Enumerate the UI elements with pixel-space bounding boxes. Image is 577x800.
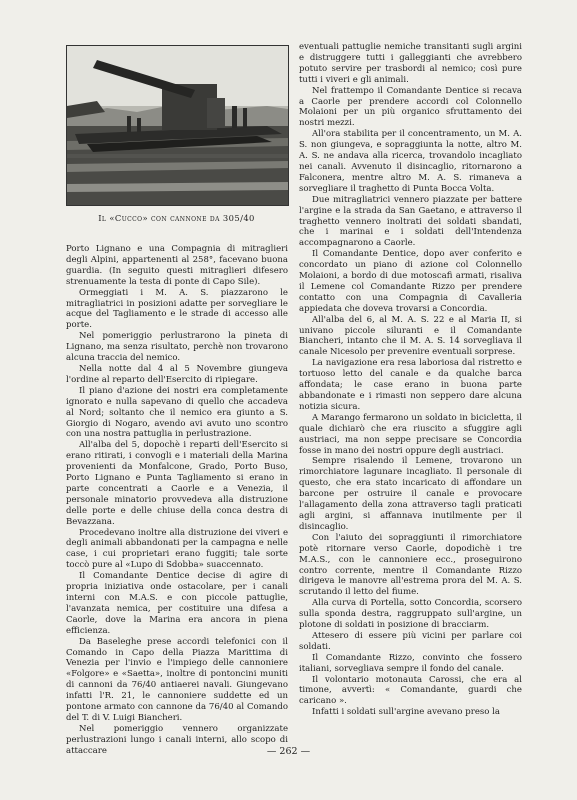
paragraph: All'alba del 6, al M. A. S. 22 e al Maria II, si univano piccole siluranti e il Comandante Biancheri, intanto che il M. A. S. 14 sorvegliava il canale Nicesolo per prevenire eventuali sorprese. (299, 314, 522, 358)
paragraph: Ormeggiati i M. A. S. piazzarono le mitragliatrici in posizioni adatte per sorvegliare le acque del Tagliamento e le strade di accesso alle porte. (66, 287, 288, 331)
left-text-column (66, 244, 288, 757)
paragraph: A Marango fermarono un soldato in bicicletta, il quale dichiarò che era riuscito a sfuggire agli austriaci, ma non seppe precisare se Concordia fosse in mano dei nostri oppure degli austriaci. (299, 412, 522, 456)
paragraph: Due mitragliatrici vennero piazzate per battere l'argine e la strada da San Gaetano, e attraverso il traghetto vennero inoltrati dei soldati sbandati, che i marinai e i soldati dell'Intendenza accompagnarono a Caorle. (299, 194, 522, 249)
paragraph: Con l'aiuto dei sopraggiunti il rimorchiatore potè ritornare verso Caorle, dopodichè i tre M.A.S., con le cannoniere ecc., proseguirono contro corrente, mentre il Comandante Rizzo dirigeva le manovre all'estrema prora del M. A. S. scrutando il letto del fiume. (299, 532, 522, 598)
paragraph: Attesero di essere più vicini per parlare coi soldati. (299, 630, 522, 652)
paragraph: Porto Lignano e una Compagnia di mitraglieri degli Alpini, appartenenti al 258°, facevano buona guardia. (In seguito questi mitraglieri difesero strenuamente la testa di ponte di Capo Sile). (66, 244, 288, 287)
paragraph: Il piano d'azione dei nostri era completamente ignorato e nulla sapevano di quello che accadeva al Nord; soltanto che il nemico era giunto a S. Giorgio di Nogaro, avendo avi avuto uno scontro con una nostra pattuglia in perlustrazione. (66, 385, 288, 440)
paragraph: La navigazione era resa laboriosa dal ristretto e tortuoso letto del canale e da qualche barca affondata; le case erano in buona parte abbandonate e i rimasti non seppero dare alcuna notizia sicura. (299, 358, 522, 412)
page-number: — 262 — (266, 746, 311, 757)
paragraph: Alla curva di Portella, sotto Concordia, scorsero sulla sponda destra, raggruppato sull'argine, un plotone di soldati in posizione di bracciarm. (299, 598, 522, 631)
warship-photo (66, 45, 289, 206)
paragraph: Nel pomeriggio vennero organizzate perlustrazioni lungo i canali interni, allo scopo di attaccare (66, 723, 288, 756)
photo-caption: Il «Cucco» con cannone da 305/40 (98, 213, 255, 223)
paragraph: Nel pomeriggio perlustrarono la pineta di Lignano, ma senza risultato, perchè non trovarono alcuna traccia del nemico. (66, 331, 288, 364)
paragraph: All'ora stabilita per il concentramento, un M. A. S. non giungeva, e sopraggiunta la notte, altro M. A. S. ne andava alla ricerca, trovandolo incagliato nei canali. Avvenuto il disincaglio, ritornarono a Falconera, mentre altro M. A. S. rimaneva a sorvegliare il traghetto di Punta Bocca Volta. (299, 129, 522, 194)
paragraph: Il Comandante Dentice, dopo aver conferito e concordato un piano di azione col Colonnello Molaioni, a bordo di due motoscafi armati, risaliva il Lemene col Comandante Rizzo per prendere contatto con una Compagnia di Cavalleria appiedata che doveva trovarsi a Concordia. (299, 249, 522, 314)
paragraph: Il Comandante Rizzo, convinto che fossero italiani, sorvegliava sempre il fondo del canale. (299, 652, 522, 674)
paragraph: Sempre risalendo il Lemene, trovarono un rimorchiatore lagunare incagliato. Il personale di questo, che era stato incaricato di affondare un barcone per ostruire il canale e provocare l'allagamento della zona attraverso tagli praticati agli argini, si affannava inutilmente per il disincaglio. (299, 456, 522, 532)
paragraph: Nella notte dal 4 al 5 Novembre giungeva l'ordine al reparto dell'Esercito di ripiegare. (66, 363, 288, 385)
paragraph: All'alba del 5, dopochè i reparti dell'Esercito si erano ritirati, i convogli e i materiali della Marina provenienti da Monfalcone, Grado, Porto Buso, Porto Lignano e Punta Tagliamento si erano in parte concentrati a Caorle e a Venezia, il personale minatorio provvedeva alla distruzione delle porte e delle chiuse della conca destra di Bevazzana. (66, 440, 288, 527)
paragraph: Infatti i soldati sull'argine avevano preso la (312, 707, 500, 718)
paragraph: Il Comandante Dentice decise di agire di propria iniziativa onde ostacolare, per i canali interni con M.A.S. e con piccole pattuglie, l'avanzata nemica, per costituire una difesa a Caorle, dove la Marina era ancora in piena efficienza. (66, 571, 288, 636)
paragraph: Nel frattempo il Comandante Dentice si recava a Caorle per prendere accordi col Colonnello Molaioni per un più organico sfruttamento dei nostri mezzi. (299, 85, 522, 129)
photo-illustration (67, 46, 288, 205)
right-text-column (299, 42, 522, 718)
paragraph: eventuali pattuglie nemiche transitanti sugli argini e distruggere tutti i galleggianti che avrebbero potuto servire per trasbordi al nemico; così pure tutti i viveri e gli animali. (299, 42, 522, 85)
paragraph: Da Baseleghe prese accordi telefonici con il Comando in Capo della Piazza Marittima di Venezia per l'invio e l'impiego delle cannoniere «Folgore» e «Saetta», inoltre di pontoncini muniti di cannoni da 76/40 antiaerei navali. Giungevano infatti l'R. 21, le cannoniere suddette ed un pontone armato con cannone da 76/40 al Comando del T. di V. Luigi Biancheri. (66, 636, 288, 723)
paragraph: Procedevano inoltre alla distruzione dei viveri e degli animali abbandonati per la campagna e nelle case, i cui proprietari erano fuggiti; tale sorte toccò pure al «Lupo di Sdobba» suaccennato. (66, 527, 288, 571)
paragraph: Il volontario motonauta Carossi, che era al timone, avvertì: « Comandante, guardi che caricano ». (299, 674, 522, 707)
